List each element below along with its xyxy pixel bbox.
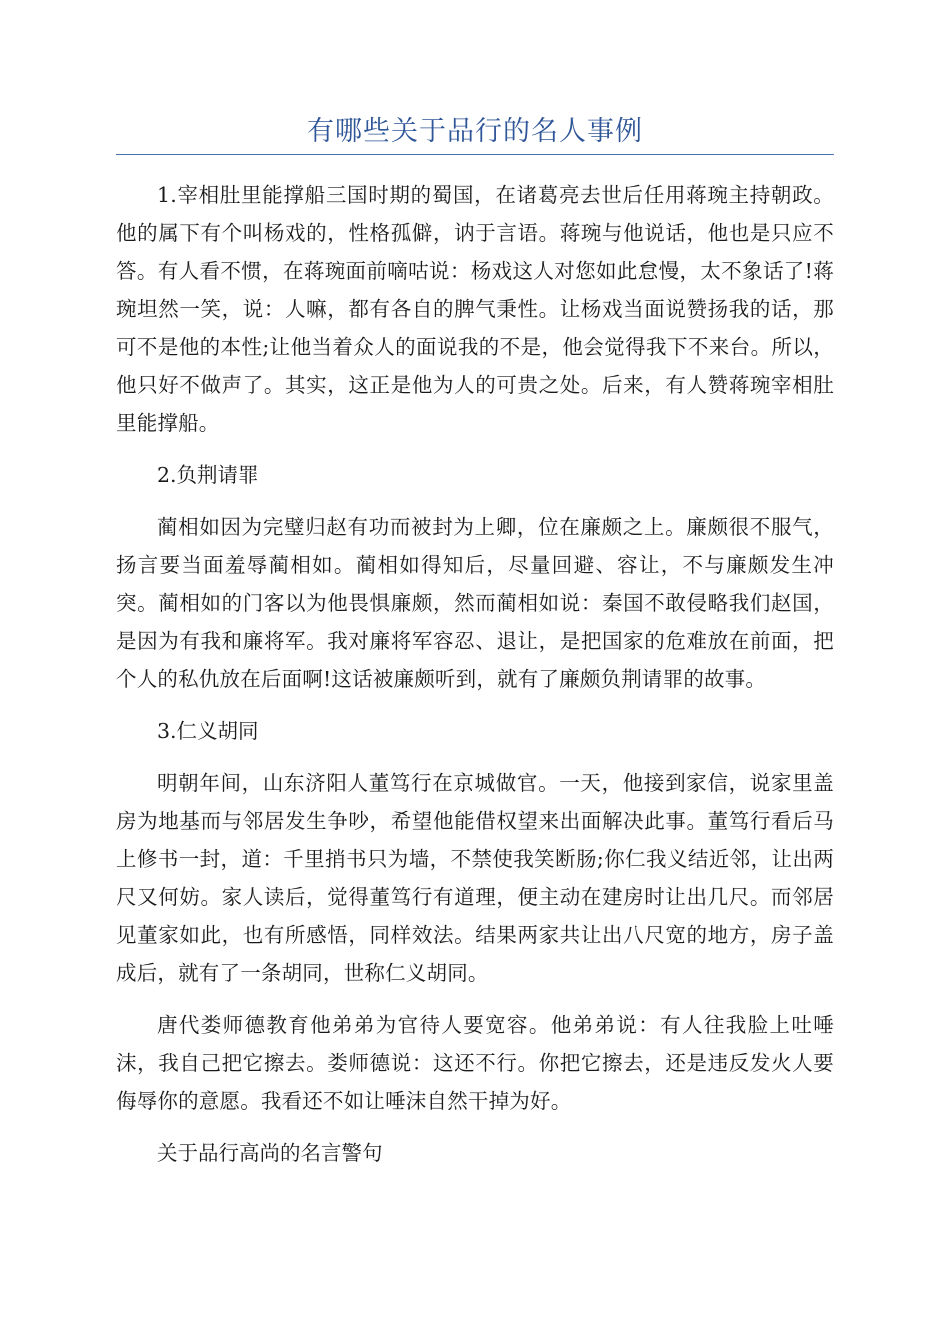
paragraph-story-4: 唐代娄师德教育他弟弟为官待人要宽容。他弟弟说：有人往我脸上吐唾沫，我自己把它擦去。娄师德说：这还不行。你把它擦去，还是违反发火人要侮辱你的意愿。我看还不如让唾沫自然干掉为好。	[116, 1013, 834, 1113]
document-body	[116, 176, 834, 1186]
paragraph-story-1: 1.宰相肚里能撑船三国时期的蜀国，在诸葛亮去世后任用蒋琬主持朝政。他的属下有个叫杨戏的，性格孤僻，讷于言语。蒋琬与他说话，他也是只应不答。有人看不惯，在蒋琬面前嘀咕说：杨戏这人对您如此怠慢，太不象话了!蒋琬坦然一笑，说：人嘛，都有各自的脾气秉性。让杨戏当面说赞扬我的话，那可不是他的本性;让他当着众人的面说我的不是，他会觉得我下不来台。所以，他只好不做声了。其实，这正是他为人的可贵之处。后来，有人赞蒋琬宰相肚里能撑船。	[116, 183, 834, 435]
heading-story-3: 3.仁义胡同	[157, 719, 259, 743]
paragraph-story-3: 明朝年间，山东济阳人董笃行在京城做官。一天，他接到家信，说家里盖房为地基而与邻居发生争吵，希望他能借权望来出面解决此事。董笃行看后马上修书一封，道：千里捎书只为墙，不禁使我笑断肠;你仁我义结近邻，让出两尺又何妨。家人读后，觉得董笃行有道理，便主动在建房时让出几尺。而邻居见董家如此，也有所感悟，同样效法。结果两家共让出八尺宽的地方，房子盖成后，就有了一条胡同，世称仁义胡同。	[116, 771, 834, 985]
heading-story-2: 2.负荆请罪	[157, 463, 259, 487]
document-title: 有哪些关于品行的名人事例	[307, 116, 643, 147]
paragraph-story-2: 蔺相如因为完璧归赵有功而被封为上卿，位在廉颇之上。廉颇很不服气，扬言要当面羞辱蔺相如。蔺相如得知后，尽量回避、容让，不与廉颇发生冲突。蔺相如的门客以为他畏惧廉颇，然而蔺相如说：秦国不敢侵略我们赵国，是因为有我和廉将军。我对廉将军容忍、退让，是把国家的危难放在前面，把个人的私仇放在后面啊!这话被廉颇听到，就有了廉颇负荆请罪的故事。	[116, 515, 834, 691]
heading-quotes: 关于品行高尚的名言警句	[157, 1141, 383, 1165]
title-underline	[116, 154, 834, 155]
